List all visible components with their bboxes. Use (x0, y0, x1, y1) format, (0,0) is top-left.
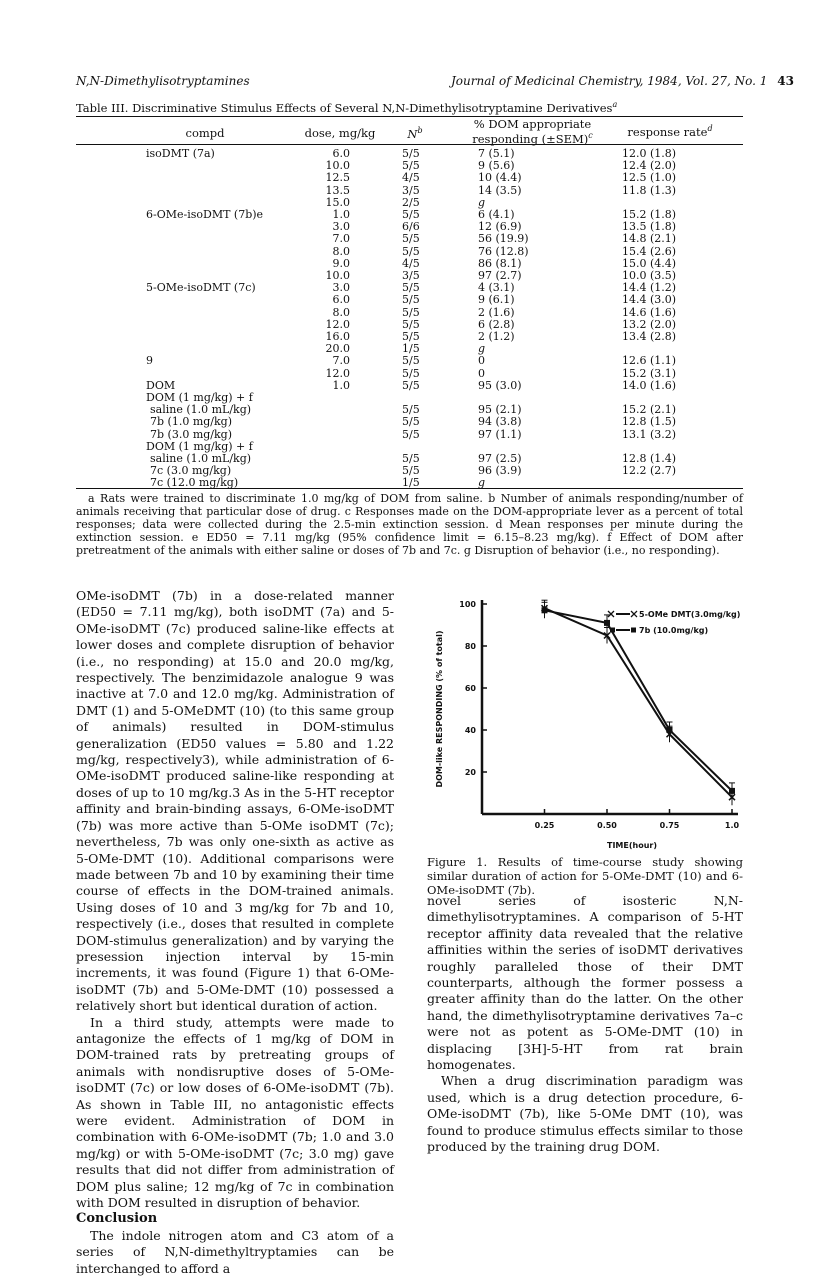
chart-legend (608, 610, 740, 635)
cell-dose: 3.0 (332, 281, 350, 295)
cell-n: 4/5 (402, 171, 420, 185)
col-head-n (395, 126, 435, 141)
cell-dom: 95 (2.1) (478, 403, 522, 417)
legend-label: 7b (10.0mg/kg) (639, 626, 709, 635)
cell-dom: 4 (3.1) (478, 281, 515, 295)
cell-rate: 13.1 (3.2) (622, 427, 677, 441)
cell-n: 2/5 (402, 195, 420, 209)
cell-compd: DOM (146, 378, 176, 392)
cell-dom: 94 (3.8) (478, 415, 522, 429)
cell-compd: 7c (3.0 mg/kg) (150, 464, 232, 478)
cell-dom: 6 (4.1) (478, 208, 515, 221)
cell-rate: 12.6 (1.1) (622, 354, 677, 368)
cell-rate: 12.8 (1.4) (622, 452, 677, 465)
col-head-rate-sup: d (707, 124, 713, 133)
y-tick-label: 40 (464, 726, 476, 735)
cell-rate: 15.2 (1.8) (622, 208, 677, 221)
col-head-dom-line2-text: responding (±SEM) (472, 131, 589, 146)
cell-dom: 76 (12.8) (478, 244, 529, 258)
cell-dom: 97 (2.7) (478, 269, 522, 282)
data-point-square (542, 607, 548, 613)
cell-dose: 6.0 (332, 147, 350, 160)
cell-n: 5/5 (402, 293, 420, 307)
cell-dose: 7.0 (332, 354, 350, 368)
cell-n: 5/5 (402, 330, 420, 343)
right-paragraph-2: When a drug discrimination paradigm was used, which is a drug detection procedure, 6-OMe-isoDMT (7b), like 5-OMe DMT (10), was found to produce stimulus effects similar to those produced by the training drug DOM. (427, 1073, 743, 1155)
cell-n: 5/5 (402, 415, 420, 429)
cell-dose: 3.0 (332, 220, 350, 234)
cell-n: 5/5 (402, 366, 420, 380)
cell-dom: 96 (3.9) (478, 464, 522, 478)
x-tick-label: 0.75 (659, 821, 680, 830)
figure-1-chart (420, 592, 740, 854)
cell-rate: 12.8 (1.5) (622, 415, 677, 429)
cell-rate: 10.0 (3.5) (622, 269, 677, 282)
cell-n: 1/5 (402, 342, 420, 356)
cell-dom: 14 (3.5) (478, 183, 522, 197)
cell-n: 5/5 (402, 208, 420, 221)
cell-n: 5/5 (402, 378, 420, 392)
legend-marker-x (608, 611, 614, 617)
table-bottom-rule (76, 488, 743, 489)
conclusion-paragraph: The indole nitrogen atom and C3 atom of a series of N,N-dimethyltryptamies can be interchanged to afford a (76, 1227, 394, 1276)
cell-dom: 97 (2.5) (478, 452, 522, 465)
cell-compd: DOM (1 mg/kg) + f (146, 391, 253, 404)
left-column (76, 588, 394, 1277)
cell-dose: 1.0 (332, 378, 350, 392)
cell-dom: 7 (5.1) (478, 147, 515, 160)
page-number: 43 (777, 74, 794, 88)
cell-compd: saline (1.0 mL/kg) (150, 403, 252, 417)
cell-compd: 7b (3.0 mg/kg) (150, 427, 232, 441)
cell-dose: 12.0 (325, 317, 350, 331)
cell-n: 5/5 (402, 464, 420, 478)
y-tick-label: 60 (464, 684, 476, 693)
cell-dose: 16.0 (325, 330, 350, 343)
chart-axes (435, 600, 740, 850)
cell-n: 1/5 (402, 476, 420, 490)
data-point-square (604, 620, 610, 626)
cell-rate: 13.5 (1.8) (622, 220, 677, 234)
table-header-rule (76, 144, 743, 145)
cell-rate: 15.2 (3.1) (622, 366, 677, 380)
cell-dose: 12.5 (325, 171, 350, 185)
cell-dose: 12.0 (325, 366, 350, 380)
cell-dose: 1.0 (332, 208, 350, 221)
table-footnote: a Rats were trained to discriminate 1.0 mg/kg of DOM from saline. b Number of animals responding/number of animals receiving that particular dose of drug. c Responses made on the DOM-appropriate lever as a percent of total responses; data were collected during the 2.5-min extinction session. d Mean responses per minute during the extinction session. e ED50 = 7.11 mg/kg (95% confidence limit = 6.15–8.23 mg/kg). f Effect of DOM after pretreatment of the animals with either saline or doses of 7b and 7c. g Disruption of behavior (i.e., no responding). (76, 492, 743, 557)
cell-n: 6/6 (402, 220, 420, 234)
right-paragraph-1: novel series of isosteric N,N-dimethylisotryptamines. A comparison of 5-HT receptor affinity data revealed that the relative affinities within the series of isoDMT derivatives roughly paralleled those of their DMT counterparts, although the former possess a greater affinity than do the latter. On the other hand, the dimethylisotryptamine derivatives 7a–c were not as potent as 5-OMe-DMT (10) in displacing [3H]-5-HT from rat brain homogenates. (427, 893, 743, 1073)
cell-dose: 20.0 (325, 342, 350, 356)
cell-dose: 8.0 (332, 244, 350, 258)
col-head-dom (460, 117, 605, 146)
cell-n: 5/5 (402, 147, 420, 160)
cell-rate: 15.4 (2.6) (622, 244, 677, 258)
cell-dom: 2 (1.2) (478, 330, 515, 343)
col-head-n-text: N (407, 126, 418, 141)
cell-compd: 5-OMe-isoDMT (7c) (146, 281, 256, 295)
cell-rate: 12.2 (2.7) (622, 464, 677, 478)
cell-rate: 14.4 (3.0) (622, 293, 677, 307)
cell-compd: saline (1.0 mL/kg) (150, 452, 252, 465)
cell-dom: 10 (4.4) (478, 171, 522, 185)
cell-dom: g (478, 195, 486, 209)
x-tick-label: 1.0 (724, 821, 740, 830)
cell-rate: 12.5 (1.0) (622, 171, 677, 185)
cell-dose: 15.0 (325, 195, 350, 209)
y-axis-label: DOM-like RESPONDING (% of total) (435, 630, 444, 788)
cell-dom: 56 (19.9) (478, 232, 529, 246)
x-tick-label: 0.50 (597, 821, 617, 830)
col-head-compd: compd (185, 126, 225, 140)
cell-rate: 11.8 (1.3) (622, 183, 677, 197)
cell-n: 5/5 (402, 452, 420, 465)
col-head-dose: dose, mg/kg (304, 126, 376, 140)
series-line (545, 610, 733, 791)
cell-n: 4/5 (402, 256, 420, 270)
cell-n: 5/5 (402, 317, 420, 331)
cell-rate: 12.4 (2.0) (622, 159, 677, 173)
cell-dom: 2 (1.6) (478, 305, 515, 319)
cell-rate: 15.2 (2.1) (622, 403, 677, 417)
cell-dom: 6 (2.8) (478, 317, 515, 331)
cell-dose: 8.0 (332, 305, 350, 319)
paragraph-1: OMe-isoDMT (7b) in a dose-related manner (ED50 = 7.11 mg/kg), both isoDMT (7a) and 5-OMe-isoDMT (7c) produced saline-like effects at lower doses and complete disruption of behavior (i.e., no responding) at 15.0 and 20.0 mg/kg, respectively. The benzimidazole analogue 9 was inactive at 7.0 and 12.0 mg/kg. Administration of DMT (1) and 5-OMeDMT (10) (to this same group of animals) resulted in DOM-stimulus generalization (ED50 values = 5.80 and 1.22 mg/kg, respectively3), while administration of 6-OMe-isoDMT produced saline-like responding at doses of up to 10 mg/kg.3 As in the 5-HT receptor affinity and brain-binding assays, 6-OMe-isoDMT (7b) was more active than 5-OMe isoDMT (7c); nevertheless, 7b was only one-sixth as active as 5-OMe-DMT (10). Additional comparisons were made between 7b and 10 by examining their time course of effects in the DOM-trained animals. Using doses of 10 and 3 mg/kg for 7b and 10, respectively (i.e., doses that resulted in complete DOM-stimulus generalization) and by varying the presession injection interval by 15-min increments, it was found (Figure 1) that 6-OMe-isoDMT (7b) and 5-OMe-DMT (10) possessed a relatively short but identical duration of action. (76, 588, 394, 1014)
cell-n: 5/5 (402, 244, 420, 258)
cell-n: 5/5 (402, 305, 420, 319)
cell-n: 5/5 (402, 232, 420, 246)
col-head-n-sup: b (417, 126, 423, 135)
cell-compd: 7b (1.0 mg/kg) (150, 415, 232, 429)
cell-n: 5/5 (402, 159, 420, 173)
cell-rate: 14.6 (1.6) (622, 305, 677, 319)
y-tick-label: 20 (464, 768, 476, 777)
cell-dose: 13.5 (325, 183, 350, 197)
cell-n: 5/5 (402, 403, 420, 417)
paragraph-2: In a third study, attempts were made to antagonize the effects of 1 mg/kg of DOM in DOM-trained rats by pretreating groups of animals with nondisruptive doses of 5-OMe-isoDMT (7c) or low doses of 6-OMe-isoDMT (7b). As shown in Table III, no antagonistic effects were evident. Administration of DOM in combination with 6-OMe-isoDMT (7b; 1.0 and 3.0 mg/kg) or with 5-OMe-isoDMT (7c; 3.0 mg) gave results that did not differ from administration of DOM plus saline; 12 mg/kg of 7c in combination with DOM resulted in disruption of behavior. (76, 1014, 394, 1211)
journal-citation: Journal of Medicinal Chemistry, 1984, Vol. 27, No. 1 (451, 74, 768, 88)
cell-dom: 95 (3.0) (478, 378, 522, 392)
cell-n: 3/5 (402, 183, 420, 197)
x-tick-label: 0.25 (534, 821, 555, 830)
table-body (0, 147, 816, 490)
cell-dom: g (478, 476, 486, 490)
col-head-rate (615, 124, 725, 139)
cell-dom: 0 (478, 366, 485, 380)
cell-dom: 12 (6.9) (478, 220, 522, 234)
cell-rate: 13.2 (2.0) (622, 317, 677, 331)
legend-marker-x (631, 611, 637, 617)
cell-n: 5/5 (402, 354, 420, 368)
table-top-rule (76, 116, 743, 117)
table-title-sup: a (612, 100, 618, 109)
cell-dom: g (478, 342, 486, 356)
cell-compd: 7c (12.0 mg/kg) (150, 476, 239, 490)
data-point-square (667, 727, 673, 733)
conclusion-heading: Conclusion (76, 1211, 158, 1227)
cell-compd: isoDMT (7a) (146, 147, 215, 160)
y-tick-label: 80 (464, 642, 476, 651)
col-head-dom-line1: % DOM appropriate (473, 117, 592, 131)
running-header-left: N,N-Dimethylisotryptamines (76, 74, 250, 88)
cell-rate: 14.8 (2.1) (622, 232, 677, 246)
cell-dom: 97 (1.1) (478, 427, 522, 441)
data-point-square (729, 788, 735, 794)
cell-dose: 9.0 (332, 256, 350, 270)
cell-dom: 86 (8.1) (478, 256, 522, 270)
cell-n: 5/5 (402, 281, 420, 295)
cell-n: 5/5 (402, 427, 420, 441)
cell-compd: 9 (146, 354, 153, 368)
cell-compd: 6-OMe-isoDMT (7b)e (146, 208, 264, 221)
cell-rate: 13.4 (2.8) (622, 330, 677, 343)
cell-dose: 10.0 (325, 269, 350, 282)
cell-rate: 15.0 (4.4) (622, 256, 677, 270)
legend-marker-square (610, 628, 615, 633)
col-head-dom-sup: c (588, 131, 593, 140)
cell-dose: 7.0 (332, 232, 350, 246)
table-title (76, 100, 617, 115)
x-axis-label: TIME(hour) (606, 841, 658, 850)
series-line (545, 608, 733, 797)
figure-caption: Figure 1. Results of time-course study showing similar duration of action for 5-OMe-DMT (10) and 6-OMe-isoDMT (7b). (427, 855, 743, 897)
cell-n: 3/5 (402, 269, 420, 282)
cell-dom: 0 (478, 354, 485, 368)
cell-rate: 12.0 (1.8) (622, 147, 677, 160)
cell-dose: 10.0 (325, 159, 350, 173)
right-column (427, 893, 743, 1156)
col-head-rate-text: response rate (627, 124, 708, 139)
cell-dose: 6.0 (332, 293, 350, 307)
cell-rate: 14.0 (1.6) (622, 378, 677, 392)
cell-dom: 9 (6.1) (478, 293, 515, 307)
running-header-right (451, 74, 794, 88)
table-title-text: Table III. Discriminative Stimulus Effects of Several N,N-Dimethylisotryptamine Derivatives (76, 100, 613, 115)
cell-compd: DOM (1 mg/kg) + f (146, 439, 253, 453)
legend-label: 5-OMe DMT(3.0mg/kg) (639, 610, 740, 619)
cell-dom: 9 (5.6) (478, 159, 515, 173)
cell-rate: 14.4 (1.2) (622, 281, 677, 295)
y-tick-label: 100 (459, 600, 476, 609)
legend-marker-square (631, 628, 636, 633)
